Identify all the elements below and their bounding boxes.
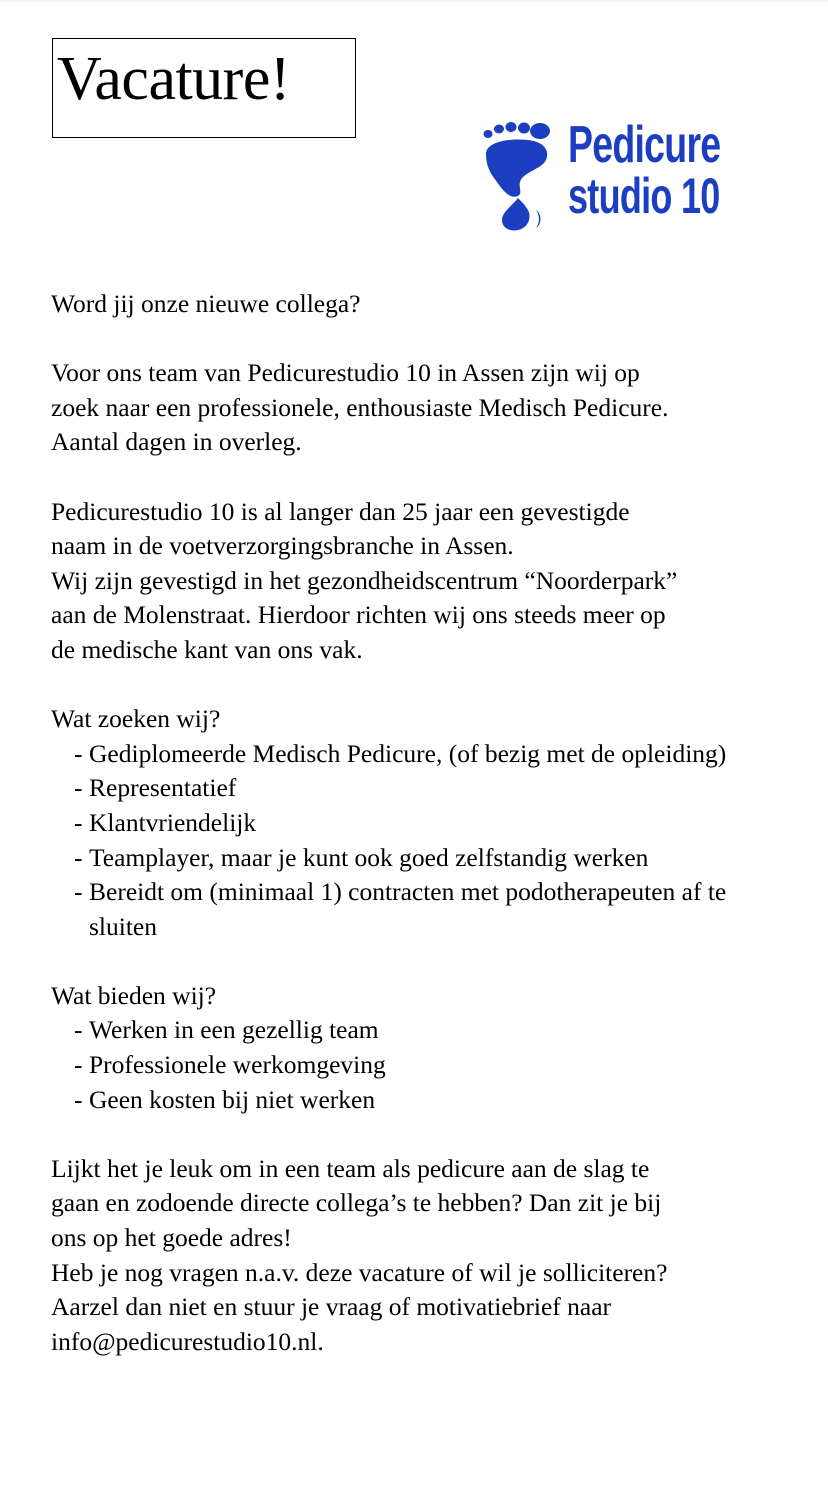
logo-line-pedicure: Pedicure [568, 116, 721, 174]
paragraph-team [51, 356, 791, 460]
seeking-heading: Wat zoeken wij? [51, 704, 221, 734]
text-line: Wij zijn gevestigd in het gezondheidscentrum “Noorderpark” [51, 565, 678, 595]
list-item: - Gediplomeerde Medisch Pedicure, (of bezig met de opleiding) [74, 738, 727, 768]
text-line: Voor ons team van Pedicurestudio 10 in Assen zijn wij op [51, 358, 640, 388]
intro-question: Word jij onze nieuwe collega? [51, 289, 361, 318]
paragraph-about [51, 495, 791, 668]
text-line: aan de Molenstraat. Hierdoor richten wij ons steeds meer op [51, 600, 666, 630]
title-box [52, 38, 356, 138]
seeking-section [51, 702, 791, 944]
list-item: - Klantvriendelijk [74, 807, 257, 837]
list-item: - Bereidt om (minimaal 1) contracten met podotherapeuten af te sluiten [74, 877, 727, 941]
top-divider [0, 0, 828, 2]
text-line: gaan en zodoende directe collega’s te hebben? Dan zit je bij [51, 1188, 662, 1218]
foot-icon [478, 120, 568, 245]
page-title: Vacature! [57, 45, 290, 113]
list-item: - Teamplayer, maar je kunt ook goed zelfstandig werken [74, 842, 649, 872]
text-line: ons op het goede adres! [51, 1223, 292, 1253]
list-item: - Geen kosten bij niet werken [74, 1084, 376, 1114]
vacancy-body [51, 287, 791, 1359]
closing-paragraph [51, 1152, 791, 1360]
logo-wordmark [568, 116, 721, 224]
text-line: Lijkt het je leuk om in een team als pedicure aan de slag te [51, 1153, 650, 1183]
text-line: de medische kant van ons vak. [51, 634, 363, 664]
text-line: Aarzel dan niet en stuur je vraag of motivatiebrief naar [51, 1292, 612, 1322]
company-logo [478, 116, 738, 245]
contact-email: info@pedicurestudio10.nl. [51, 1326, 324, 1356]
offering-heading: Wat bieden wij? [51, 980, 217, 1010]
offering-section [51, 979, 791, 1117]
offering-list [51, 1013, 791, 1117]
list-item: - Representatief [74, 773, 237, 803]
seeking-list [51, 737, 791, 945]
text-line: Heb je nog vragen n.a.v. deze vacature of wil je solliciteren? [51, 1257, 668, 1287]
text-line: zoek naar een professionele, enthousiaste Medisch Pedicure. [51, 392, 669, 422]
text-line: Pedicurestudio 10 is al langer dan 25 jaar een gevestigde [51, 496, 630, 526]
list-item: - Werken in een gezellig team [74, 1015, 379, 1045]
text-line: Aantal dagen in overleg. [51, 427, 302, 457]
logo-line-studio: studio 10 [568, 168, 720, 224]
list-item: - Professionele werkomgeving [74, 1050, 386, 1080]
text-line: naam in de voetverzorgingsbranche in Assen. [51, 531, 514, 561]
